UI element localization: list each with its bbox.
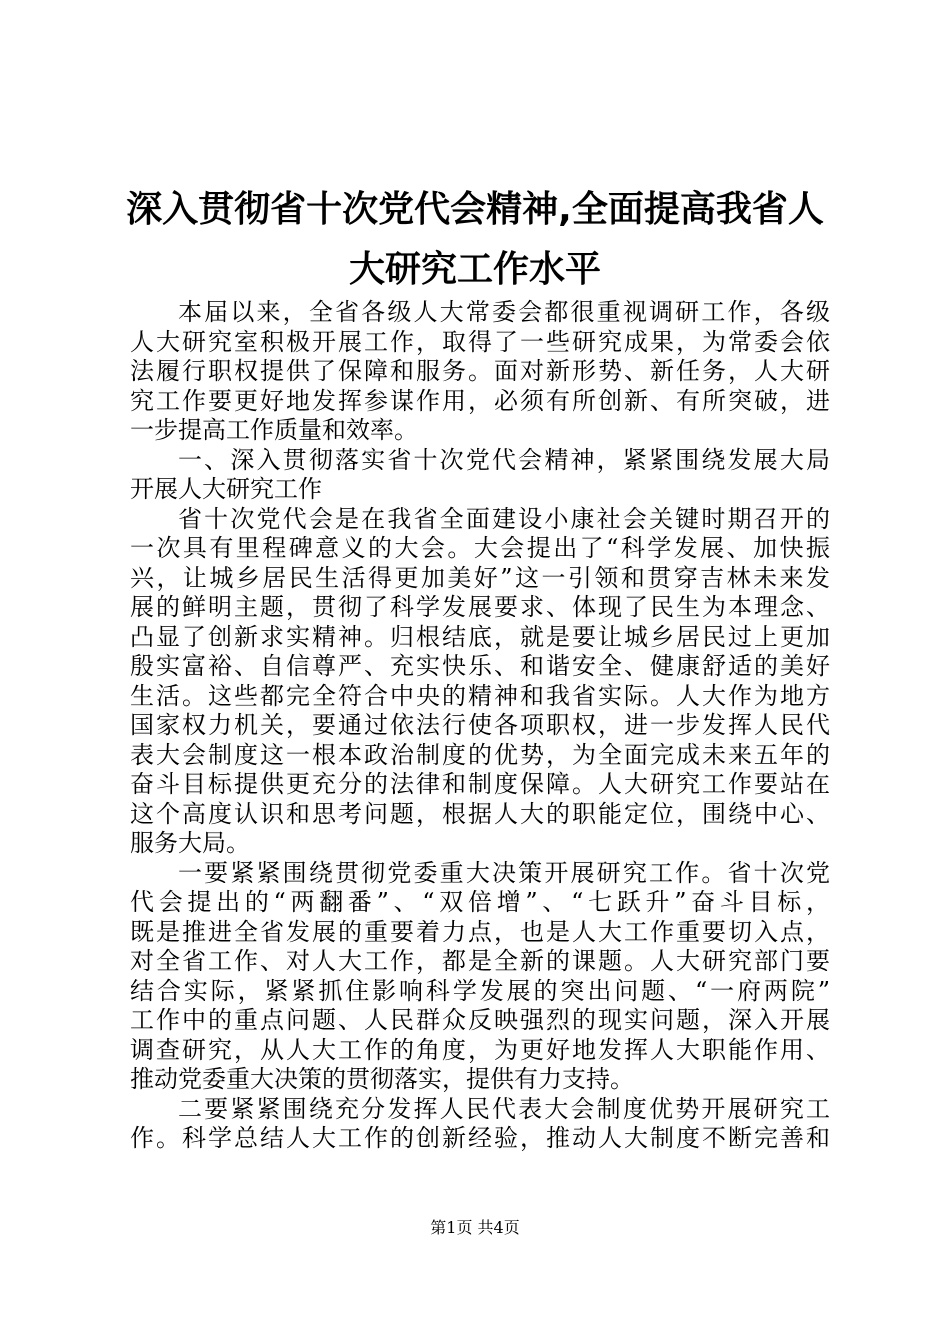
body-line: 二要紧紧围绕充分发挥人民代表大会制度优势开展研究工 xyxy=(178,1094,830,1123)
body-line: 究工作要更好地发挥参谋作用，必须有所创新、有所突破，进 xyxy=(130,386,830,415)
body-line: 省十次党代会是在我省全面建设小康社会关键时期召开的 xyxy=(178,504,830,533)
body-line: 服务大局。 xyxy=(130,829,250,857)
document-body xyxy=(130,298,830,1154)
body-line: 奋斗目标提供更充分的法律和制度保障。人大研究工作要站在 xyxy=(130,770,830,798)
document-title-line-2: 大研究工作水平 xyxy=(348,249,601,290)
body-line: 代会提出的“两翻番”、“双倍增”、“七跃升”奋斗目标， xyxy=(130,888,830,916)
body-line: 兴，让城乡居民生活得更加美好”这一引领和贯穿吉林未来发 xyxy=(130,563,830,592)
body-line: 结合实际，紧紧抓住影响科学发展的突出问题、“一府两院” xyxy=(130,976,830,1005)
body-line: 本届以来，全省各级人大常委会都很重视调研工作，各级 xyxy=(178,298,830,326)
body-line: 表大会制度这一根本政治制度的优势，为全面完成未来五年的 xyxy=(130,740,830,769)
body-line: 法履行职权提供了保障和服务。面对新形势、新任务，人大研 xyxy=(130,357,830,385)
body-line: 推动党委重大决策的贯彻落实，提供有力支持。 xyxy=(130,1065,634,1093)
body-line: 既是推进全省发展的重要着力点，也是人大工作重要切入点， xyxy=(130,917,830,946)
document-title-line-1: 深入贯彻省十次党代会精神,全面提高我省人 xyxy=(126,189,824,230)
body-line: 国家权力机关，要通过依法行使各项职权，进一步发挥人民代 xyxy=(130,711,830,739)
body-line: 一步提高工作质量和效率。 xyxy=(130,416,418,444)
body-line: 生活。这些都完全符合中央的精神和我省实际。人大作为地方 xyxy=(130,681,830,710)
body-line: 工作中的重点问题、人民群众反映强烈的现实问题，深入开展 xyxy=(130,1006,830,1034)
section-heading-line: 一、深入贯彻落实省十次党代会精神，紧紧围绕发展大局 xyxy=(178,445,830,474)
body-line: 展的鲜明主题，贯彻了科学发展要求、体现了民生为本理念、 xyxy=(130,593,830,621)
body-line: 凸显了创新求实精神。归根结底，就是要让城乡居民过上更加 xyxy=(130,622,830,651)
body-line: 人大研究室积极开展工作，取得了一些研究成果，为常委会依 xyxy=(130,327,830,356)
body-line: 对全省工作、对人大工作，都是全新的课题。人大研究部门要 xyxy=(130,947,830,975)
body-line: 调查研究，从人大工作的角度，为更好地发挥人大职能作用、 xyxy=(130,1035,830,1064)
page-number-footer: 第1页 共4页 xyxy=(430,1218,520,1237)
body-line: 这个高度认识和思考问题，根据人大的职能定位，围绕中心、 xyxy=(130,799,830,828)
body-line: 作。科学总结人大工作的创新经验，推动人大制度不断完善和 xyxy=(130,1124,830,1152)
body-line: 一要紧紧围绕贯彻党委重大决策开展研究工作。省十次党 xyxy=(178,858,830,887)
body-line: 殷实富裕、自信尊严、充实快乐、和谐安全、健康舒适的美好 xyxy=(130,652,830,680)
section-heading-line: 开展人大研究工作 xyxy=(130,475,322,503)
body-line: 一次具有里程碑意义的大会。大会提出了“科学发展、加快振 xyxy=(130,534,830,562)
